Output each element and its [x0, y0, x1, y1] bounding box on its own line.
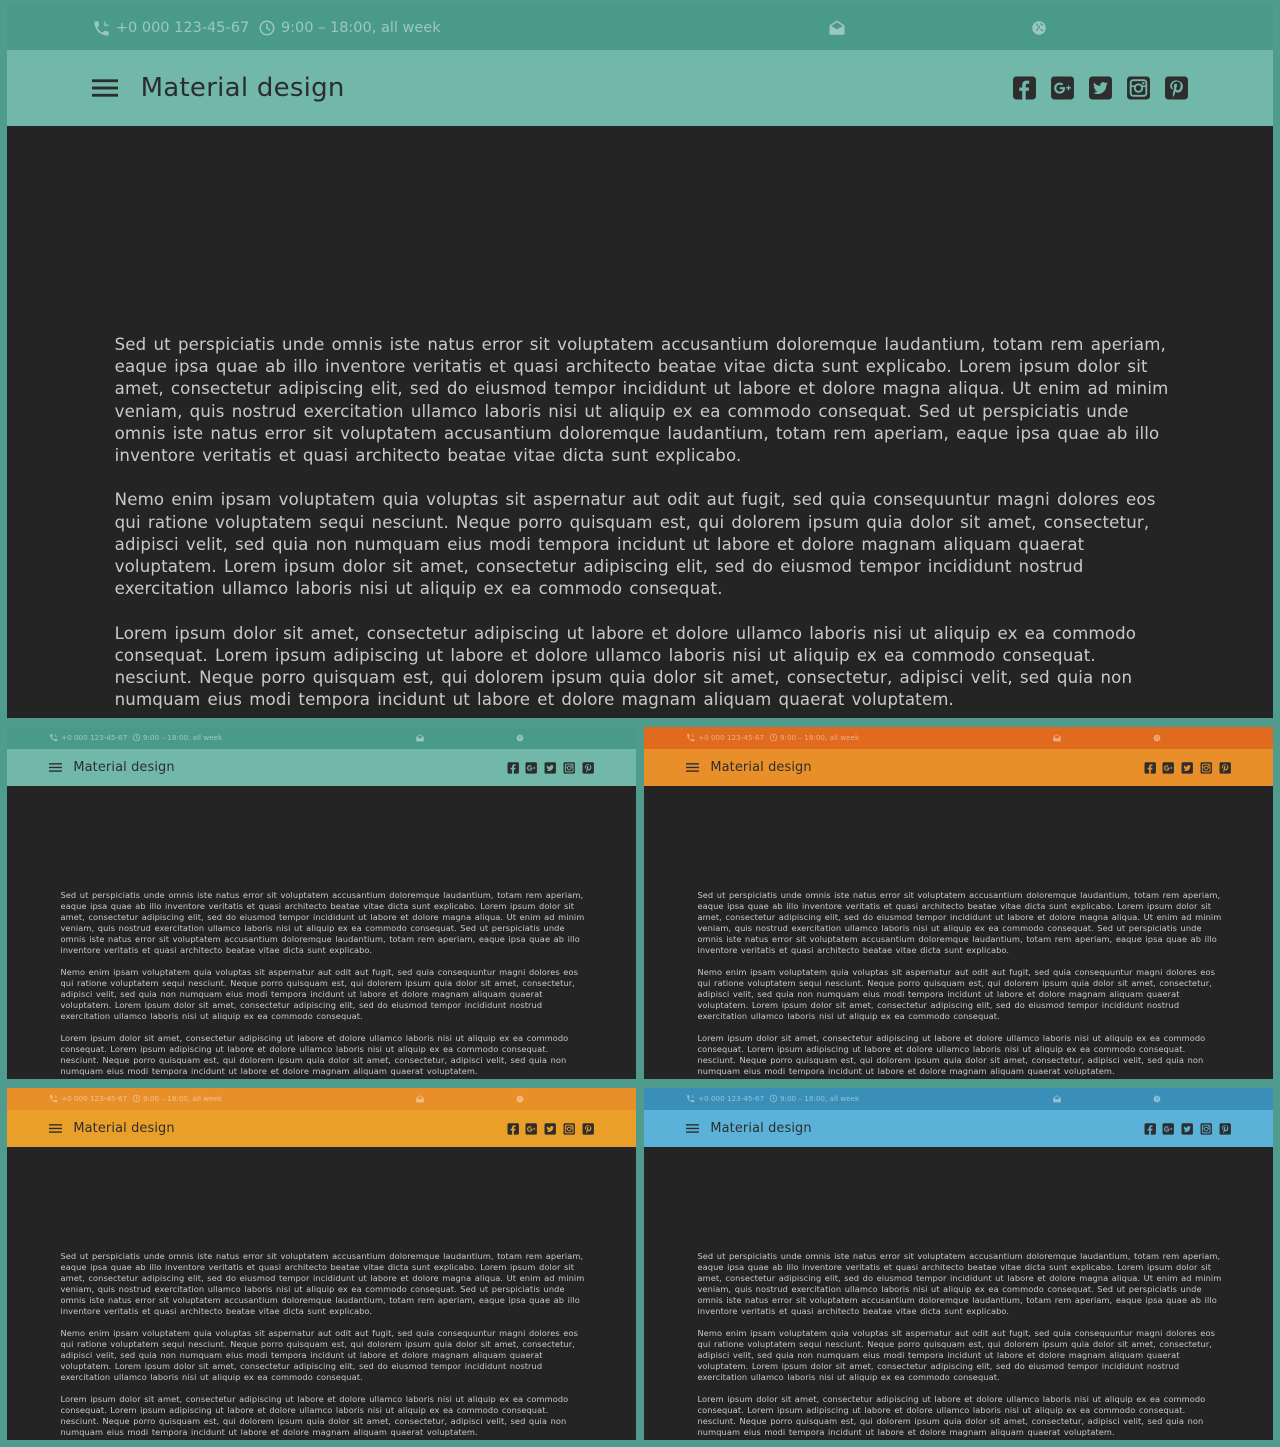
- content-paragraph: Lorem ipsum dolor sit amet, consectetur adipiscing ut labore et dolore ullamco laboris nisi ut aliquip ex ea commodo consequat. Lorem ipsum adipiscing ut labore et dolore ullamco laboris nisi ut aliquip ex ea commodo consequat. nesciunt. Neque porro quisquam est, qui dolorem ipsum quia dolor sit amet, consectetur, adipisci velit, sed quia non numquam eius modi tempora incidunt ut labore et dolore magnam aliquam quaerat voluptatem.: [697, 1032, 1206, 1077]
- twitter-icon[interactable]: [544, 1122, 556, 1134]
- instagram-icon[interactable]: [563, 1122, 575, 1134]
- phone-number: +0 000 123-45-67: [698, 1094, 765, 1104]
- top-info-bar: [644, 727, 1273, 749]
- content-paragraph: Sed ut perspiciatis unde omnis iste natus error sit voluptatem accusantium doloremque laudantium, totam rem aperiam, eaque ipsa quae ab illo inventore veritatis et quasi architecto beatae vitae dicta sunt explicabo. Lorem ipsum dolor sit amet, consectetur adipiscing elit, sed do eiusmod tempor incididunt ut labore et dolore magna aliqua. Ut enim ad minim veniam, quis nostrud exercitation ullamco laboris nisi ut aliquip ex ea commodo consequat. Sed ut perspiciatis unde omnis iste natus error sit voluptatem accusantium doloremque laudantium, totam rem aperiam, eaque ipsa quae ab illo inventore veritatis et quasi architecto beatae vitae dicta sunt explicabo.: [60, 889, 585, 955]
- pinterest-icon[interactable]: [582, 1122, 594, 1134]
- theme-preview-blue: [644, 1088, 1273, 1440]
- mail-open-icon[interactable]: [1052, 733, 1061, 742]
- clock-icon: [132, 733, 141, 742]
- hamburger-menu-icon[interactable]: [49, 1123, 62, 1134]
- pinterest-icon[interactable]: [1164, 76, 1189, 101]
- hamburger-menu-icon[interactable]: [686, 1123, 699, 1134]
- google-plus-icon[interactable]: [1162, 1122, 1174, 1134]
- facebook-icon[interactable]: [507, 1122, 519, 1134]
- content-paragraph: Nemo enim ipsam voluptatem quia voluptas sit aspernatur aut odit aut fugit, sed quia consequuntur magni dolores eos qui ratione voluptatem sequi nesciunt. Neque porro quisquam est, qui dolorem ipsum quia dolor sit amet, consectetur, adipisci velit, sed quia non numquam eius modi tempora incidunt ut labore et dolore magnam aliquam quaerat voluptatem. Lorem ipsum dolor sit amet, consectetur adipiscing elit, sed do eiusmod tempor incididunt nostrud exercitation ullamco laboris nisi ut aliquip ex ea commodo consequat.: [60, 1327, 578, 1382]
- contact-info: [49, 1094, 222, 1103]
- globe-icon[interactable]: [515, 1095, 523, 1103]
- google-plus-icon[interactable]: [1050, 76, 1075, 101]
- content-paragraph: Nemo enim ipsam voluptatem quia voluptas sit aspernatur aut odit aut fugit, sed quia consequuntur magni dolores eos qui ratione voluptatem sequi nesciunt. Neque porro quisquam est, qui dolorem ipsum quia dolor sit amet, consectetur, adipisci velit, sed quia non numquam eius modi tempora incidunt ut labore et dolore magnam aliquam quaerat voluptatem. Lorem ipsum dolor sit amet, consectetur adipiscing elit, sed do eiusmod tempor incididunt nostrud exercitation ullamco laboris nisi ut aliquip ex ea commodo consequat.: [60, 966, 578, 1021]
- instagram-icon[interactable]: [563, 761, 575, 773]
- globe-icon[interactable]: [1030, 20, 1047, 37]
- theme-preview-teal: [7, 727, 636, 1079]
- phone-icon: [686, 733, 695, 742]
- app-title: Material design: [710, 1121, 812, 1137]
- mail-open-icon[interactable]: [1052, 1094, 1061, 1103]
- phone-icon: [49, 733, 58, 742]
- content-paragraph: Nemo enim ipsam voluptatem quia voluptas sit aspernatur aut odit aut fugit, sed quia consequuntur magni dolores eos qui ratione voluptatem sequi nesciunt. Neque porro quisquam est, qui dolorem ipsum quia dolor sit amet, consectetur, adipisci velit, sed quia non numquam eius modi tempora incidunt ut labore et dolore magnam aliquam quaerat voluptatem. Lorem ipsum dolor sit amet, consectetur adipiscing elit, sed do eiusmod tempor incididunt nostrud exercitation ullamco laboris nisi ut aliquip ex ea commodo consequat.: [114, 490, 1156, 599]
- globe-icon[interactable]: [515, 734, 523, 742]
- phone-number: +0 000 123-45-67: [61, 733, 128, 743]
- phone-icon: [686, 1094, 695, 1103]
- phone-item[interactable]: [49, 1094, 127, 1103]
- app-header: [7, 749, 636, 787]
- hamburger-menu-icon[interactable]: [686, 762, 699, 773]
- google-plus-icon[interactable]: [525, 761, 537, 773]
- app-header: [644, 1110, 1273, 1148]
- app-title: Material design: [73, 760, 175, 776]
- phone-icon: [92, 19, 111, 38]
- content-paragraph: Sed ut perspiciatis unde omnis iste natus error sit voluptatem accusantium doloremque laudantium, totam rem aperiam, eaque ipsa quae ab illo inventore veritatis et quasi architecto beatae vitae dicta sunt explicabo. Lorem ipsum dolor sit amet, consectetur adipiscing elit, sed do eiusmod tempor incididunt ut labore et dolore magna aliqua. Ut enim ad minim veniam, quis nostrud exercitation ullamco laboris nisi ut aliquip ex ea commodo consequat. Sed ut perspiciatis unde omnis iste natus error sit voluptatem accusantium doloremque laudantium, totam rem aperiam, eaque ipsa quae ab illo inventore veritatis et quasi architecto beatae vitae dicta sunt explicabo.: [60, 1250, 585, 1316]
- social-links: [507, 761, 595, 773]
- app-header: [644, 749, 1273, 787]
- twitter-icon[interactable]: [1181, 761, 1193, 773]
- content-paragraph: Lorem ipsum dolor sit amet, consectetur adipiscing ut labore et dolore ullamco laboris nisi ut aliquip ex ea commodo consequat. Lorem ipsum adipiscing ut labore et dolore ullamco laboris nisi ut aliquip ex ea commodo consequat. nesciunt. Neque porro quisquam est, qui dolorem ipsum quia dolor sit amet, consectetur, adipisci velit, sed quia non numquam eius modi tempora incidunt ut labore et dolore magnam aliquam quaerat voluptatem.: [60, 1032, 569, 1077]
- contact-info: [92, 19, 441, 38]
- twitter-icon[interactable]: [1181, 1122, 1193, 1134]
- working-hours: 9:00 – 18:00, all week: [280, 20, 441, 37]
- phone-number: +0 000 123-45-67: [698, 733, 765, 743]
- hamburger-menu-icon[interactable]: [49, 762, 62, 773]
- content-paragraph: Lorem ipsum dolor sit amet, consectetur adipiscing ut labore et dolore ullamco laboris nisi ut aliquip ex ea commodo consequat. Lorem ipsum adipiscing ut labore et dolore ullamco laboris nisi ut aliquip ex ea commodo consequat. nesciunt. Neque porro quisquam est, qui dolorem ipsum quia dolor sit amet, consectetur, adipisci velit, sed quia non numquam eius modi tempora incidunt ut labore et dolore magnam aliquam quaerat voluptatem.: [60, 1393, 569, 1438]
- mail-open-icon[interactable]: [415, 733, 424, 742]
- google-plus-icon[interactable]: [525, 1122, 537, 1134]
- clock-icon: [769, 733, 778, 742]
- phone-item[interactable]: [686, 733, 764, 742]
- pinterest-icon[interactable]: [582, 761, 594, 773]
- facebook-icon[interactable]: [1144, 761, 1156, 773]
- app-title: Material design: [73, 1121, 175, 1137]
- theme-preview-amber: [7, 1088, 636, 1440]
- content-area: [7, 126, 1273, 711]
- hours-item: [132, 1094, 223, 1103]
- clock-icon: [132, 1094, 141, 1103]
- instagram-icon[interactable]: [1126, 76, 1151, 101]
- phone-item[interactable]: [686, 1094, 764, 1103]
- hours-item: [769, 1094, 860, 1103]
- app-title: Material design: [140, 73, 345, 104]
- twitter-icon[interactable]: [544, 761, 556, 773]
- hours-item: [769, 733, 860, 742]
- instagram-icon[interactable]: [1200, 761, 1212, 773]
- instagram-icon[interactable]: [1200, 1122, 1212, 1134]
- working-hours: 9:00 – 18:00, all week: [779, 1094, 860, 1104]
- social-links: [1144, 1122, 1232, 1134]
- social-links: [1144, 761, 1232, 773]
- content-paragraph: Sed ut perspiciatis unde omnis iste natus error sit voluptatem accusantium doloremque laudantium, totam rem aperiam, eaque ipsa quae ab illo inventore veritatis et quasi architecto beatae vitae dicta sunt explicabo. Lorem ipsum dolor sit amet, consectetur adipiscing elit, sed do eiusmod tempor incididunt ut labore et dolore magna aliqua. Ut enim ad minim veniam, quis nostrud exercitation ullamco laboris nisi ut aliquip ex ea commodo consequat. Sed ut perspiciatis unde omnis iste natus error sit voluptatem accusantium doloremque laudantium, totam rem aperiam, eaque ipsa quae ab illo inventore veritatis et quasi architecto beatae vitae dicta sunt explicabo.: [697, 1250, 1222, 1316]
- content-paragraph: Lorem ipsum dolor sit amet, consectetur adipiscing ut labore et dolore ullamco laboris nisi ut aliquip ex ea commodo consequat. Lorem ipsum adipiscing ut labore et dolore ullamco laboris nisi ut aliquip ex ea commodo consequat. nesciunt. Neque porro quisquam est, qui dolorem ipsum quia dolor sit amet, consectetur, adipisci velit, sed quia non numquam eius modi tempora incidunt ut labore et dolore magnam aliquam quaerat voluptatem.: [114, 623, 1137, 710]
- content-paragraph: Lorem ipsum dolor sit amet, consectetur adipiscing ut labore et dolore ullamco laboris nisi ut aliquip ex ea commodo consequat. Lorem ipsum adipiscing ut labore et dolore ullamco laboris nisi ut aliquip ex ea commodo consequat. nesciunt. Neque porro quisquam est, qui dolorem ipsum quia dolor sit amet, consectetur, adipisci velit, sed quia non numquam eius modi tempora incidunt ut labore et dolore magnam aliquam quaerat voluptatem.: [697, 1393, 1206, 1438]
- content-paragraph: Nemo enim ipsam voluptatem quia voluptas sit aspernatur aut odit aut fugit, sed quia consequuntur magni dolores eos qui ratione voluptatem sequi nesciunt. Neque porro quisquam est, qui dolorem ipsum quia dolor sit amet, consectetur, adipisci velit, sed quia non numquam eius modi tempora incidunt ut labore et dolore magnam aliquam quaerat voluptatem. Lorem ipsum dolor sit amet, consectetur adipiscing elit, sed do eiusmod tempor incididunt nostrud exercitation ullamco laboris nisi ut aliquip ex ea commodo consequat.: [697, 966, 1215, 1021]
- phone-number: +0 000 123-45-67: [61, 1094, 128, 1104]
- phone-item[interactable]: [92, 19, 249, 38]
- content-paragraph: Nemo enim ipsam voluptatem quia voluptas sit aspernatur aut odit aut fugit, sed quia consequuntur magni dolores eos qui ratione voluptatem sequi nesciunt. Neque porro quisquam est, qui dolorem ipsum quia dolor sit amet, consectetur, adipisci velit, sed quia non numquam eius modi tempora incidunt ut labore et dolore magnam aliquam quaerat voluptatem. Lorem ipsum dolor sit amet, consectetur adipiscing elit, sed do eiusmod tempor incididunt nostrud exercitation ullamco laboris nisi ut aliquip ex ea commodo consequat.: [697, 1327, 1215, 1382]
- globe-icon[interactable]: [1152, 734, 1160, 742]
- contact-info: [686, 1094, 859, 1103]
- top-info-bar: [7, 6, 1273, 50]
- theme-preview-orange: [644, 727, 1273, 1079]
- facebook-icon[interactable]: [1144, 1122, 1156, 1134]
- working-hours: 9:00 – 18:00, all week: [779, 733, 860, 743]
- app-title: Material design: [710, 760, 812, 776]
- content-area: [644, 1147, 1273, 1438]
- phone-icon: [49, 1094, 58, 1103]
- facebook-icon[interactable]: [1012, 76, 1037, 101]
- facebook-icon[interactable]: [507, 761, 519, 773]
- top-info-bar: [644, 1088, 1273, 1110]
- phone-number: +0 000 123-45-67: [115, 20, 250, 37]
- pinterest-icon[interactable]: [1219, 761, 1231, 773]
- content-area: [644, 786, 1273, 1077]
- top-info-bar: [7, 727, 636, 749]
- pinterest-icon[interactable]: [1219, 1122, 1231, 1134]
- contact-info: [49, 733, 222, 742]
- mail-open-icon[interactable]: [828, 19, 846, 37]
- mail-open-icon[interactable]: [415, 1094, 424, 1103]
- clock-icon: [258, 19, 276, 37]
- top-info-bar: [7, 1088, 636, 1110]
- phone-item[interactable]: [49, 733, 127, 742]
- hamburger-menu-icon[interactable]: [92, 77, 118, 99]
- clock-icon: [769, 1094, 778, 1103]
- working-hours: 9:00 – 18:00, all week: [142, 733, 223, 743]
- content-area: [7, 1147, 636, 1438]
- app-header: [7, 1110, 636, 1148]
- hours-item: [258, 19, 441, 37]
- content-paragraph: Sed ut perspiciatis unde omnis iste natus error sit voluptatem accusantium doloremque laudantium, totam rem aperiam, eaque ipsa quae ab illo inventore veritatis et quasi architecto beatae vitae dicta sunt explicabo. Lorem ipsum dolor sit amet, consectetur adipiscing elit, sed do eiusmod tempor incididunt ut labore et dolore magna aliqua. Ut enim ad minim veniam, quis nostrud exercitation ullamco laboris nisi ut aliquip ex ea commodo consequat. Sed ut perspiciatis unde omnis iste natus error sit voluptatem accusantium doloremque laudantium, totam rem aperiam, eaque ipsa quae ab illo inventore veritatis et quasi architecto beatae vitae dicta sunt explicabo.: [114, 334, 1169, 466]
- social-links: [507, 1122, 595, 1134]
- twitter-icon[interactable]: [1088, 76, 1113, 101]
- content-area: [7, 786, 636, 1077]
- main-preview: [7, 6, 1273, 718]
- working-hours: 9:00 – 18:00, all week: [142, 1094, 223, 1104]
- globe-icon[interactable]: [1152, 1095, 1160, 1103]
- content-paragraph: Sed ut perspiciatis unde omnis iste natus error sit voluptatem accusantium doloremque laudantium, totam rem aperiam, eaque ipsa quae ab illo inventore veritatis et quasi architecto beatae vitae dicta sunt explicabo. Lorem ipsum dolor sit amet, consectetur adipiscing elit, sed do eiusmod tempor incididunt ut labore et dolore magna aliqua. Ut enim ad minim veniam, quis nostrud exercitation ullamco laboris nisi ut aliquip ex ea commodo consequat. Sed ut perspiciatis unde omnis iste natus error sit voluptatem accusantium doloremque laudantium, totam rem aperiam, eaque ipsa quae ab illo inventore veritatis et quasi architecto beatae vitae dicta sunt explicabo.: [697, 889, 1222, 955]
- contact-info: [686, 733, 859, 742]
- google-plus-icon[interactable]: [1162, 761, 1174, 773]
- hours-item: [132, 733, 223, 742]
- app-header: [7, 50, 1273, 126]
- social-links: [1012, 76, 1189, 101]
